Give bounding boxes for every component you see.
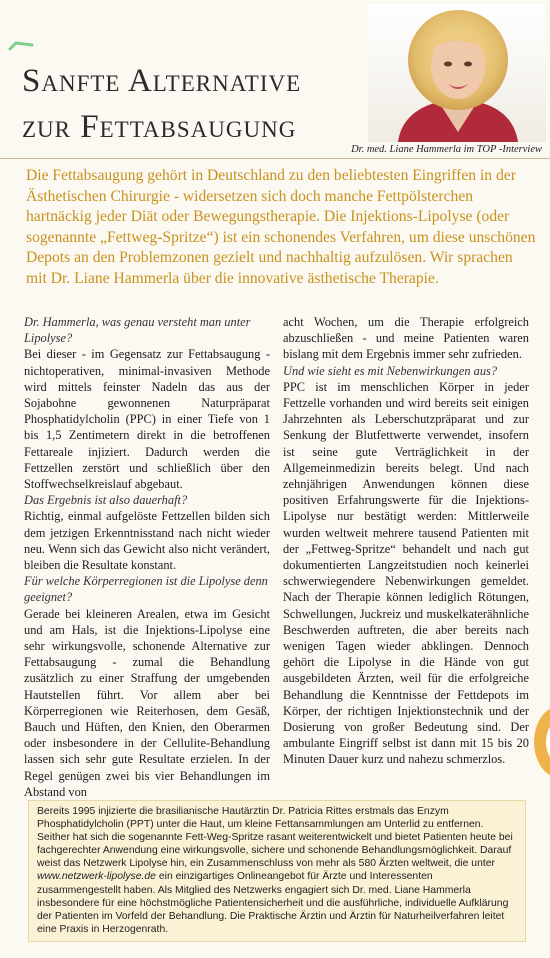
portrait-photo — [368, 4, 546, 142]
answer-1: Bei dieser - im Gegensatz zur Fettabsaugung - nichtoperativen, minimal-invasiven Methode wird mittels feinster Nadeln das aus der Sojabohne gewonnenen Naturpräparat Phosphatidylcholin (PPC) in einer Tiefe von 1 bis 1,5 Zentimetern direkt in die betroffenen Fettareale injiziert. Dadurch werden die Fettzellen zerstört und schließlich über den Stoffwechselkreislauf abgebaut. — [24, 347, 270, 492]
network-link[interactable]: www.netzwerk-lipolyse.de — [37, 871, 156, 883]
question-3: Für welche Körperregionen ist die Lipolyse denn geeignet? — [24, 574, 268, 605]
question-2: Das Ergebnis ist also dauerhaft? — [24, 493, 188, 508]
left-column — [24, 314, 270, 800]
lead-paragraph: Die Fettabsaugung gehört in Deutschland zu den beliebtesten Eingriffen in der Ästhetischen Chirurgie - widersetzen sich doch manche Fettpölsterchen hartnäckig jeder Diät oder Bewegungstherapie. Die Injektions-Lipolyse (oder sogenannte „Fettweg-Spritze“) ist ein schonendes Verfahren, um diese unschönen Depots an den Problemzonen gezielt und nachhaltig aufzulösen. Wir sprachen mit Dr. Liane Hammerla über die innovative ästhetische Therapie. — [26, 167, 536, 287]
answer-3: Gerade bei kleineren Arealen, etwa im Gesicht und am Hals, ist die Injektions-Lipolyse eine sehr wirkungsvolle, schonende Alternative zur Fettabsaugung - zumal die Behandlung zusätzlich zu einer Straffung der umgebenden Hautstellen führt. Vor allem aber bei Körperregionen wie Reiterhosen, dem Gesäß, Bauch und Hüften, den Knien, den Oberarmen oder insbesondere in der Cellulite-Behandlung lassen sich sehr gute Resultate erzielen. In der Regel genügen zwei bis vier Behandlungen im Abstand von — [24, 606, 270, 799]
right-column — [283, 314, 529, 768]
title-line-2: zur Fettabsaugung — [22, 109, 297, 145]
orange-page-tab — [534, 706, 550, 778]
info-box-text — [37, 805, 517, 936]
question-4: Und wie sieht es mit Nebenwirkungen aus? — [283, 363, 498, 378]
info-box — [28, 800, 526, 942]
photo-caption: Dr. med. Liane Hammerla im TOP -Interview — [351, 144, 542, 155]
answer-2: Richtig, einmal aufgelöste Fettzellen bilden sich dem jetzigen Erkenntnisstand nach nicht wieder neu. Wenn sich das Gewicht also nicht verändert, bleiben die Resultate konstant. — [24, 509, 270, 573]
answer-4: PPC ist im menschlichen Körper in jeder Fettzelle vorhanden und wird bereits seit einigen Jahrzehnten als Leberschutzpräparat und zur Senkung der Blutfettwerte verwendet, insofern ist seine gute Verträglichkeit in der Allgemeinmedizin bereits belegt. Und nach zehnjährigen Anwendungen können diese positiven Erfahrungswerte für die Injektions-Lipolyse nur bestätigt werden: Mittlerweile wurden weltweit mehrere tausend Patienten mit der „Fettweg-Spritze“ behandelt und nach gut dokumentierten Langzeitstudien noch keinerlei schwerwiegendere Nebenwirkungen gemeldet. Nach der Therapie können lediglich Rötungen, Schwellungen, Juckreiz und muskelkaterähnliche Beschwerden auftreten, die aber bereits nach wenigen Tagen wieder abklingen. Dennoch gehört die Lipolyse in die Hände von gut ausgebildeten Ärzten, weil für die erfolgreiche Behandlung die Kenntnisse der Fettdepots im Körper, der richtigen Injektionstechnik und der Dosierung von großer Bedeutung sind. Der ambulante Eingriff selbst ist dann mit 15 bis 20 Minuten Dauer kurz und nahezu schmerzlos. — [283, 379, 529, 767]
info-text-before: Bereits 1995 injizierte die brasilianische Hautärztin Dr. Patricia Rittes erstmals das Enzym Phosphatidylcholin (PPT) unter die Haut, um kleine Fettansammlungen am Unterlid zu entfernen. Seither hat sich die sogenannte Fett-Weg-Spritze rasant weiterentwickelt und bietet Patienten heute bei fachgerechter Anwendung eine wirkungsvolle, sichere und schonende Behandlungsmöglichkeit. Darauf weist das Netzwerk Lipolyse hin, ein Zusammenschluss von mehr als 580 Ärzten weltweit, die unter — [37, 806, 513, 870]
article-header — [0, 0, 550, 160]
green-brush-accent — [8, 40, 34, 52]
info-text-after: ein einzigartiges Onlineangebot für Ärzte und Interessenten zusammengestellt haben. Als Mitglied des Netzwerks engagiert sich Dr. med. Liane Hammerla insbesondere für eine höchstmögliche Patientensicherheit und die ausführliche, individuelle Aufklärung der Patienten im Vorfeld der Behandlung. Die Praktische Ärztin und Ärztin für Naturheilverfahren leitet eine Praxis in Herzogenrath. — [37, 871, 509, 935]
answer-3-continued: acht Wochen, um die Therapie erfolgreich abzuschließen - und meine Patienten waren bislang mit dem Ergebnis immer sehr zufrieden. — [283, 315, 529, 362]
question-1: Dr. Hammerla, was genau versteht man unter Lipolyse? — [24, 315, 251, 346]
title-line-1: Sanfte Alternative — [22, 63, 302, 99]
article-title — [22, 58, 301, 150]
header-divider — [0, 158, 550, 159]
